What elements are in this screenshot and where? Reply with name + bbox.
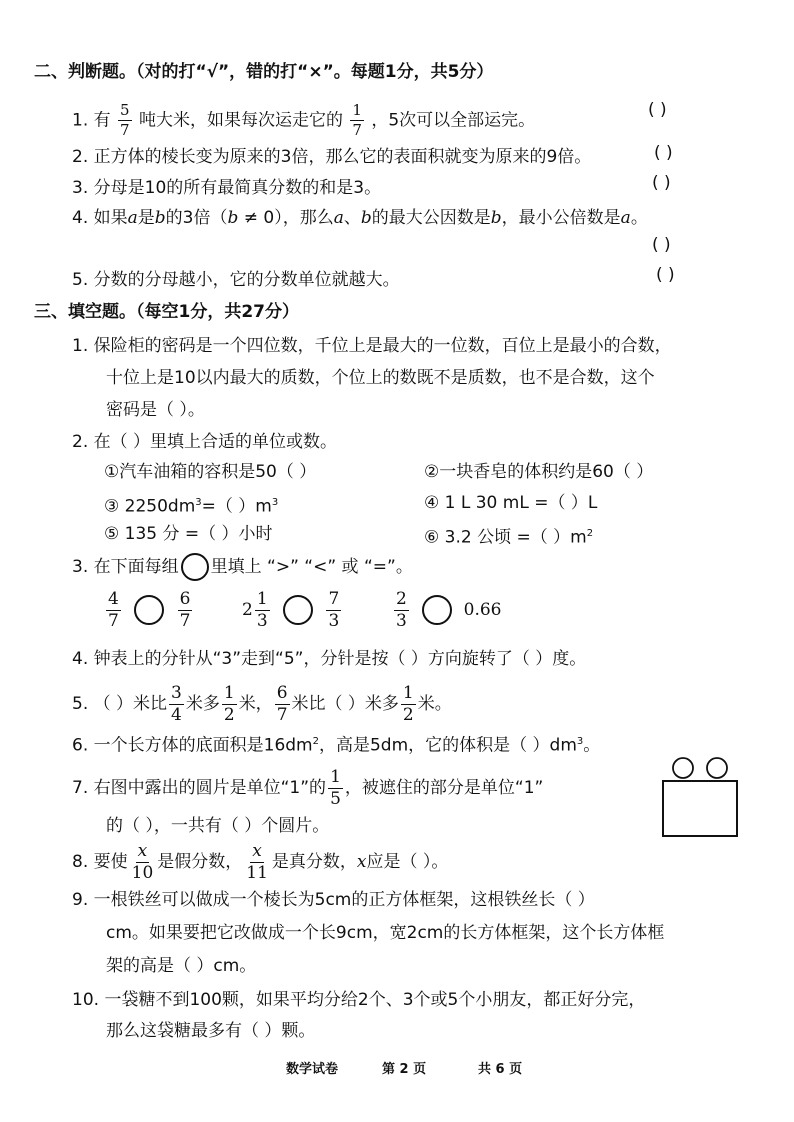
s3-q1-line2: 十位上是10以内最大的质数，个位上的数既不是质数，也不是合数，这个 bbox=[106, 368, 655, 388]
s2-q2-answer-paren[interactable]: ( ) bbox=[654, 143, 673, 163]
s3-q1-line3: 密码是（ ）。 bbox=[106, 400, 205, 420]
s3-q2-c: ③ $2250dm^3=$（ ）$m^3$ bbox=[104, 496, 279, 517]
s3-q3-pair1 bbox=[104, 590, 194, 630]
s3-q3-instruction: 3. 在下面每组 里填上 “>” “<” 或 “=”。 bbox=[72, 553, 413, 581]
s3-q2-a: ①汽车油箱的容积是50（ ） bbox=[104, 462, 317, 482]
s3-q6: 6. 一个长方体的底面积是$16dm^2$，高是5dm，它的体积是（ ）$dm^3$。 bbox=[72, 735, 601, 756]
s2-q1-fraction-1: $\frac{5}{7}$ bbox=[120, 101, 130, 139]
mixed-number: 2 $\frac{1}{3}$ bbox=[242, 588, 268, 631]
s2-q4: 4. 如果a是b的3倍（b ≠ 0），那么a、b的最大公因数是b，最小公倍数是a。 bbox=[72, 208, 648, 228]
covered-discs-figure bbox=[660, 756, 740, 840]
s3-q3-circle-2[interactable] bbox=[283, 595, 313, 625]
s3-q2-b: ②一块香皂的体积约是60（ ） bbox=[424, 462, 654, 482]
cover-rectangle bbox=[663, 781, 737, 836]
footer-subject: 数学试卷 bbox=[286, 1062, 339, 1077]
s2-q1-answer-paren[interactable]: ( ) bbox=[648, 100, 667, 120]
s2-q1-text-c: ，5次可以全部运完。 bbox=[371, 110, 536, 131]
s3-q3-pair3: $\frac{2}{3}$ 0.66 bbox=[396, 588, 502, 631]
s2-q2: 2. 正方体的棱长变为原来的3倍，那么它的表面积就变为原来的9倍。 bbox=[72, 147, 592, 167]
s2-q5: 5. 分数的分母越小，它的分数单位就越大。 bbox=[72, 270, 400, 290]
footer-total: 共 6 页 bbox=[478, 1062, 523, 1077]
s2-q1-fraction-2: $\frac{1}{7}$ bbox=[352, 101, 362, 139]
s2-q3: 3. 分母是10的所有最简真分数的和是3。 bbox=[72, 178, 382, 198]
s3-q9-line2: cm。如果要把它改做成一个长9cm，宽2cm的长方体框架，这个长方体框 bbox=[106, 923, 665, 943]
s2-q1-text-a: 有 bbox=[93, 110, 111, 131]
fraction: $\frac{7}{3}$ bbox=[328, 588, 340, 631]
s3-q10-line1: 10. 一袋糖不到100颗，如果平均分给2个、3个或5个小朋友，都正好分完， bbox=[72, 990, 646, 1010]
s3-q1-line1: 1. 保险柜的密码是一个四位数，千位上是最大的一位数，百位上是最小的合数， bbox=[72, 336, 672, 356]
s3-q4: 4. 钟表上的分针从“3”走到“5”，分针是按（ ）方向旋转了（ ）度。 bbox=[72, 649, 587, 669]
s2-q3-answer-paren[interactable]: ( ) bbox=[652, 173, 671, 193]
s3-q5: 5. （ ）米比 $\frac{3}{4}$ 米多 $\frac{1}{2}$ 米， $\frac{6}{7}$ 米比（ ）米多 $\frac{1}{2}$ 米。 bbox=[72, 682, 452, 725]
s3-q3-pair2 bbox=[242, 590, 343, 630]
section2-title: 二、判断题。（对的打“√”，错的打“×”。每题1分，共5分） bbox=[34, 62, 494, 82]
s3-q3-circle-3[interactable] bbox=[422, 595, 452, 625]
s2-q1-no: 1. bbox=[72, 110, 89, 131]
s2-q1-text-b: 吨大米，如果每次运走它的 bbox=[139, 110, 343, 131]
s2-q1 bbox=[72, 103, 535, 138]
compare-circle-icon bbox=[181, 553, 209, 581]
s3-q10-line2: 那么这袋糖最多有（ ）颗。 bbox=[106, 1021, 316, 1041]
s2-q5-answer-paren[interactable]: ( ) bbox=[656, 265, 675, 285]
s3-q2-intro: 2. 在（ ）里填上合适的单位或数。 bbox=[72, 432, 338, 452]
disc-left-icon bbox=[673, 758, 693, 778]
fraction: $\frac{4}{7}$ bbox=[108, 588, 119, 631]
s3-q9-line3: 架的高是（ ）cm。 bbox=[106, 956, 257, 976]
s3-q7-line1: 7. 右图中露出的圆片是单位“1”的 $\frac{1}{5}$ ，被遮住的部分是单位“1” bbox=[72, 766, 544, 809]
s3-q2-f: ⑥ 3.2 公顷 =（ ）$m^2$ bbox=[424, 527, 594, 548]
s3-q3-circle-1[interactable] bbox=[134, 595, 164, 625]
footer-page: 第 2 页 bbox=[382, 1062, 427, 1077]
s3-q8: 8. 要使 $\frac{x}{10}$ 是假分数， $\frac{x}{11}$ 是真分数，x应是（ ）。 bbox=[72, 840, 449, 883]
s3-q9-line1: 9. 一根铁丝可以做成一个棱长为5cm的正方体框架，这根铁丝长（ ） bbox=[72, 890, 595, 910]
fraction: $\frac{6}{7}$ bbox=[179, 588, 191, 631]
s3-q2-e: ⑤ 135 分 =（ ）小时 bbox=[104, 524, 273, 544]
s2-q4-answer-paren[interactable]: ( ) bbox=[652, 235, 671, 255]
s3-q2-d: ④ 1 L 30 mL =（ ）L bbox=[424, 493, 598, 513]
s3-q7-line2: 的（ ），一共有（ ）个圆片。 bbox=[106, 816, 330, 836]
fraction: $\frac{2}{3}$ bbox=[396, 588, 407, 631]
disc-right-icon bbox=[707, 758, 727, 778]
section3-title: 三、填空题。（每空1分，共27分） bbox=[34, 302, 299, 322]
